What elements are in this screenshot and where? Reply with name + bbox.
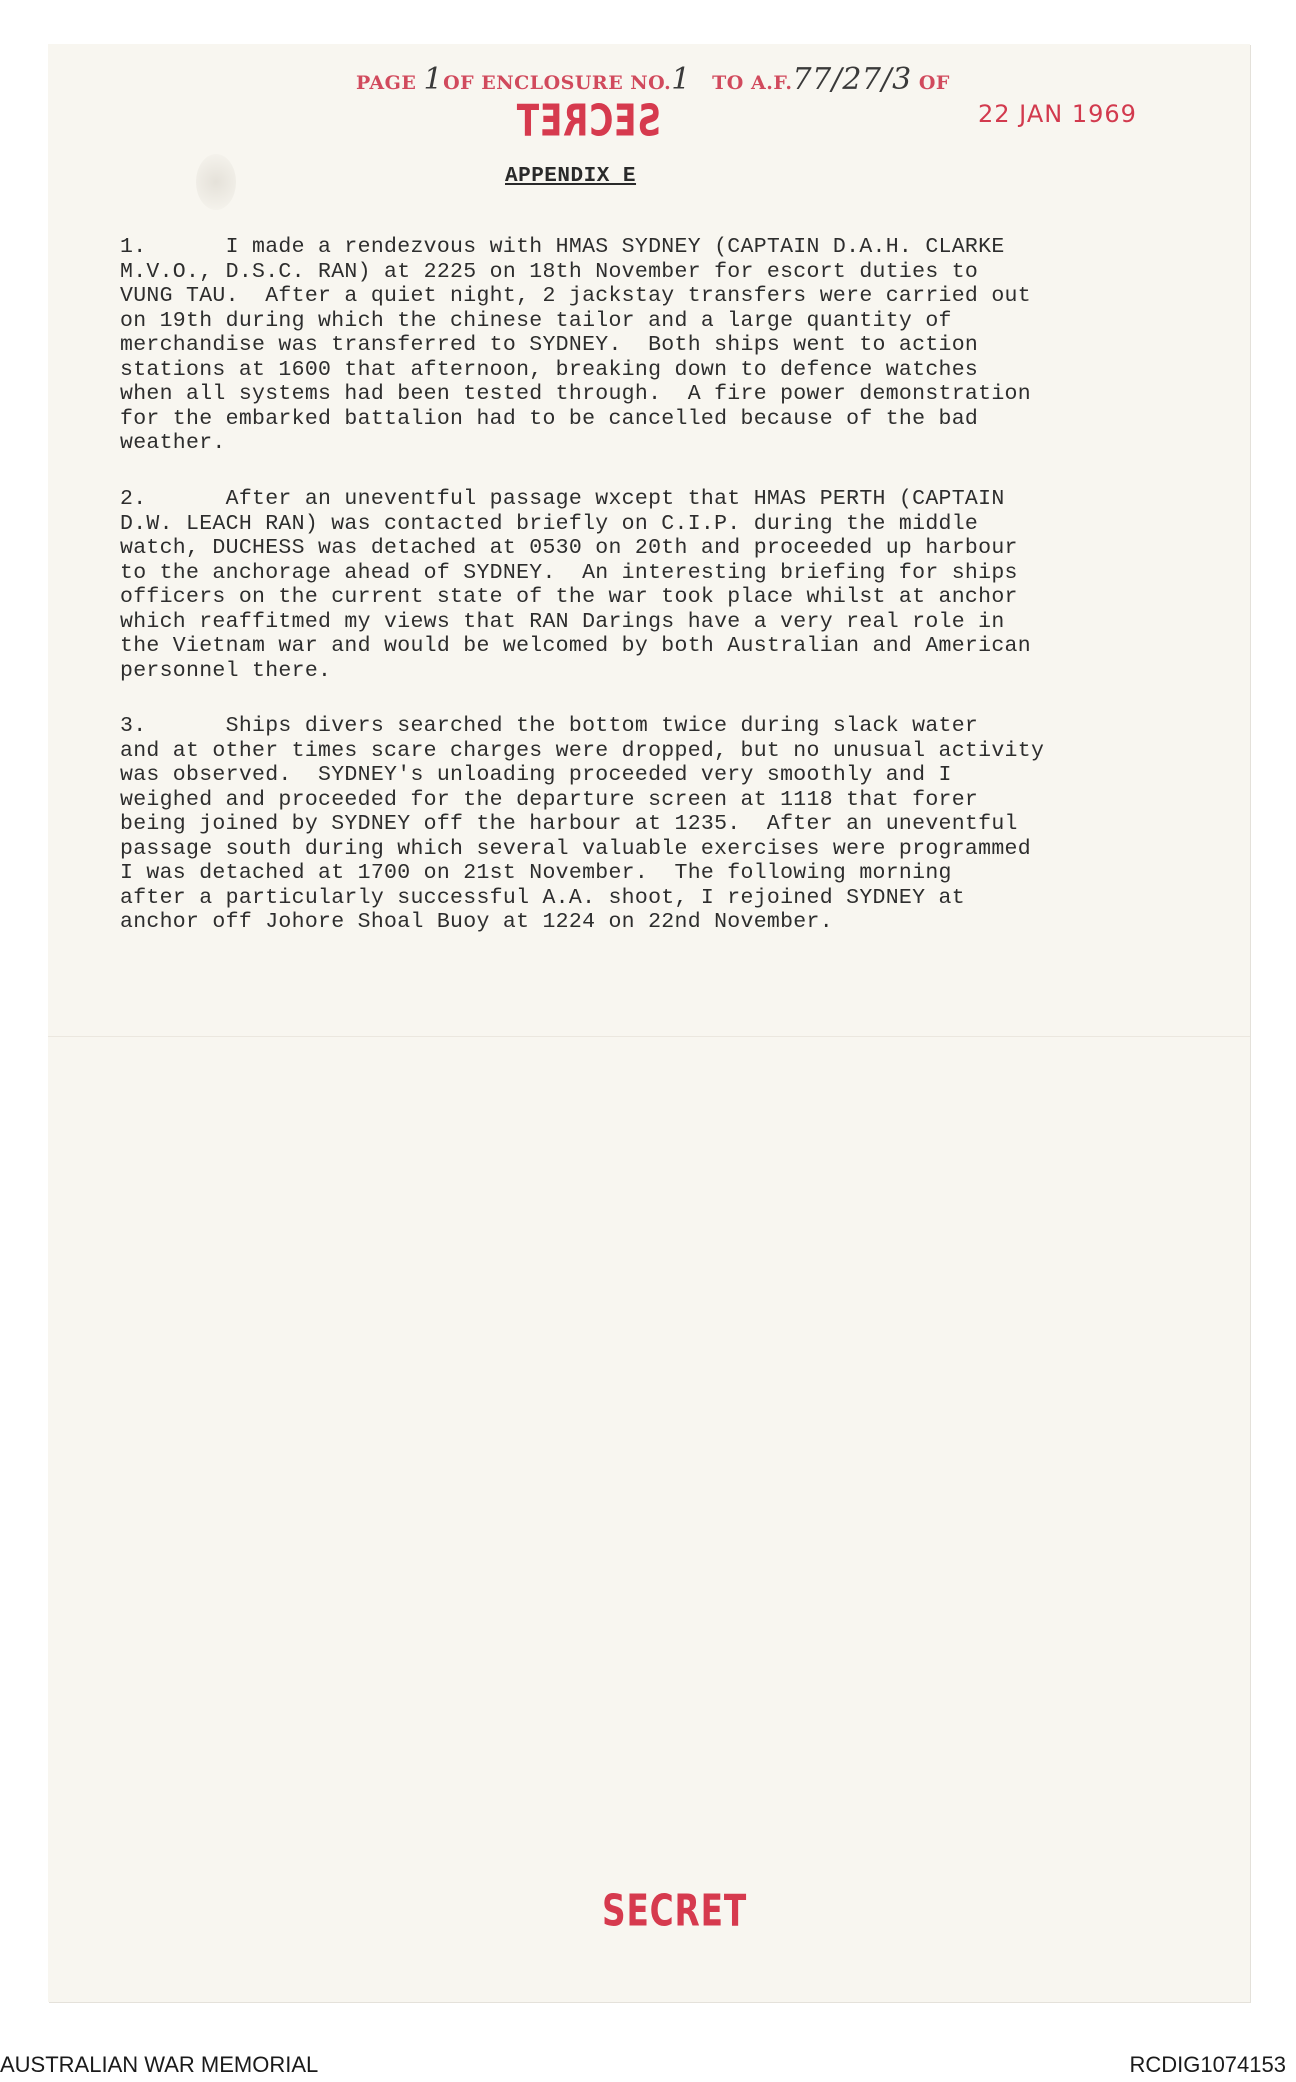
paragraph-2: 2. After an uneventful passage wxcept that HMAS PERTH (CAPTAIN D.W. LEACH RAN) was contacted briefly on C.I.P. during the middle watch, DUCHESS was detached at 0530 on 20th and proceeded up harbour to the anchorage ahead of SYDNEY. An interesting briefing for ships officers on the current state of the war took place whilst at anchor which reaffitmed my views that RAN Darings have a very real role in the Vietnam war and would be welcomed by both Australian and American personnel there. <box>120 487 1031 683</box>
stamp-page-label: PAGE <box>356 72 417 94</box>
classification-stamp-bottom: SECRET <box>602 1885 748 1937</box>
footer-record-id: RCDIG1074153 <box>1129 2052 1286 2077</box>
paper-smudge <box>196 154 236 210</box>
stamp-page-number: 1 <box>423 62 444 97</box>
stamp-of-enclosure: OF ENCLOSURE NO. <box>443 72 672 94</box>
footer-institution: AUSTRALIAN WAR MEMORIAL <box>0 2052 319 2077</box>
paragraph-1: 1. I made a rendezvous with HMAS SYDNEY (CAPTAIN D.A.H. CLARKE M.V.O., D.S.C. RAN) at 2225 on 18th November for escort duties to VUNG TAU. After a quiet night, 2 jackstay transfers were carried out on 19th during which the chinese tailor and a large quantity of merchandise was transferred to SYDNEY. Both ships went to action stations at 1600 that afternoon, breaking down to defence watches when all systems had been tested through. A fire power demonstration for the embarked battalion had to be cancelled because of the bad weather. <box>120 235 1031 455</box>
stamp-of-label: OF <box>918 72 950 94</box>
stamp-enclosure-number: 1 <box>671 62 691 97</box>
classification-stamp-top: SECRET <box>515 95 661 147</box>
appendix-heading: APPENDIX E <box>505 165 637 188</box>
stamp-af-number: 77/27/3 <box>792 62 912 97</box>
paragraph-3: 3. Ships divers searched the bottom twice during slack water and at other times scare charges were dropped, but no unusual activity was observed. SYDNEY's unloading proceeded very smoothly and I weighed and proceeded for the departure screen at 1118 that forer being joined by SYDNEY off the harbour at 1235. After an uneventful passage south during which several valuable exercises were programmed I was detached at 1700 on 21st November. The following morning after a particularly successful A.A. shoot, I rejoined SYDNEY at anchor off Johore Shoal Buoy at 1224 on 22nd November. <box>120 714 1045 934</box>
stamp-to-af: TO A.F. <box>712 72 793 94</box>
date-stamp: 22 JAN 1969 <box>978 100 1137 128</box>
enclosure-stamp <box>356 62 950 97</box>
